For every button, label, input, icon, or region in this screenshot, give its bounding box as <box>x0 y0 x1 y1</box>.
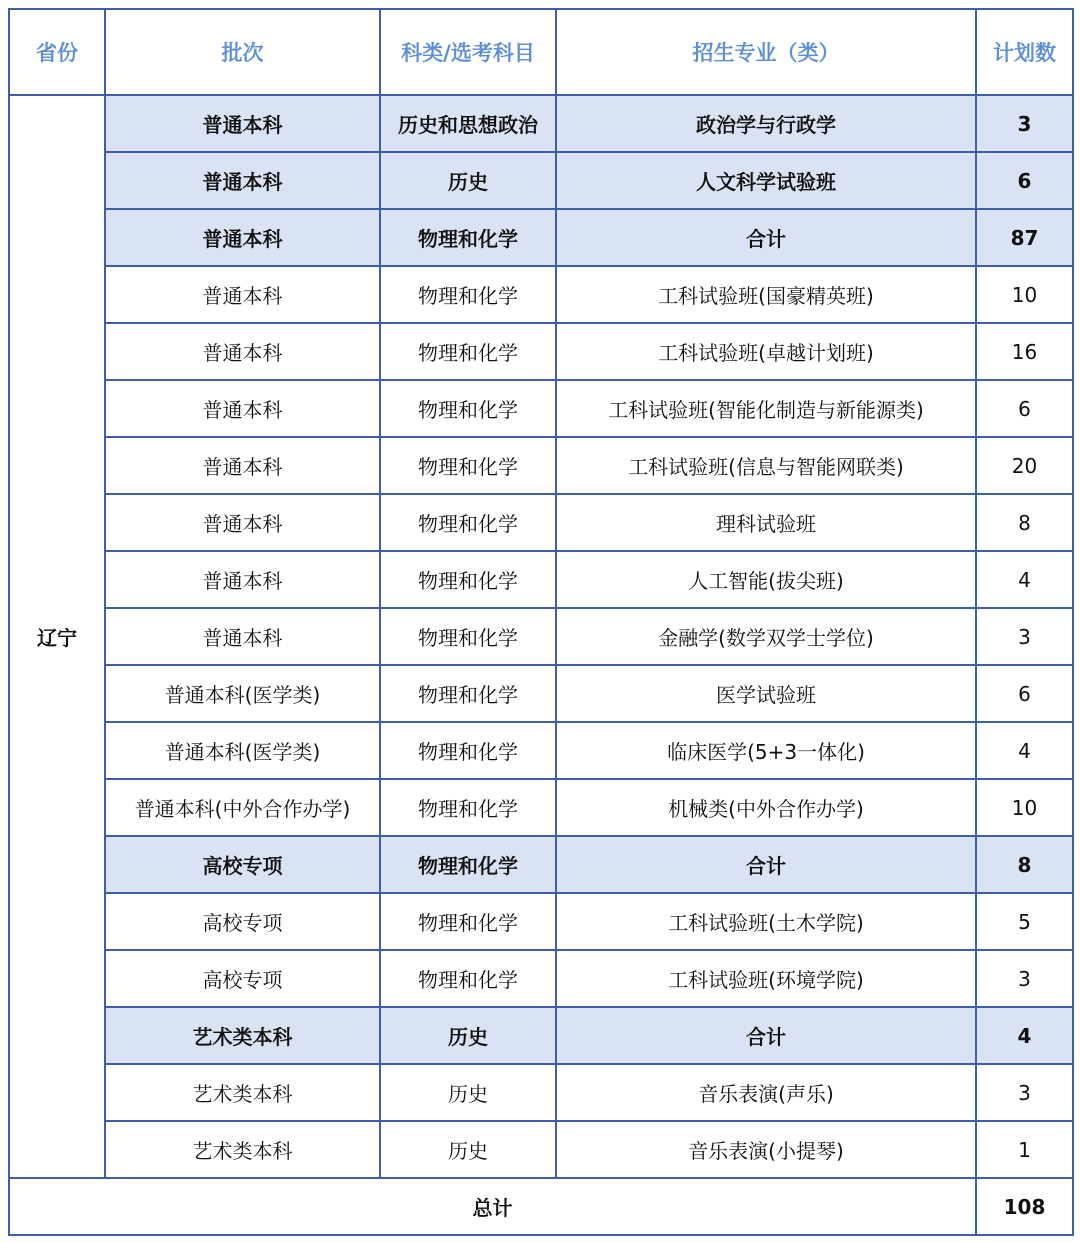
subject-cell: 物理和化学 <box>380 722 556 779</box>
enrollment-plan-sheet <box>8 8 1072 1233</box>
subject-cell: 物理和化学 <box>380 380 556 437</box>
subject-cell: 物理和化学 <box>380 665 556 722</box>
batch-cell: 高校专项 <box>105 836 380 893</box>
major-cell: 工科试验班(环境学院) <box>556 950 976 1007</box>
major-cell: 人文科学试验班 <box>556 152 976 209</box>
major-cell: 工科试验班(土木学院) <box>556 893 976 950</box>
table-row <box>9 836 1073 893</box>
subject-cell: 物理和化学 <box>380 323 556 380</box>
batch-cell: 普通本科 <box>105 152 380 209</box>
plan-cell: 10 <box>976 266 1073 323</box>
batch-cell: 普通本科 <box>105 209 380 266</box>
table-row <box>9 437 1073 494</box>
major-cell: 人工智能(拔尖班) <box>556 551 976 608</box>
subject-cell: 物理和化学 <box>380 836 556 893</box>
header-plan: 计划数 <box>976 9 1073 95</box>
plan-cell: 8 <box>976 494 1073 551</box>
batch-cell: 高校专项 <box>105 950 380 1007</box>
table-row <box>9 608 1073 665</box>
major-cell: 政治学与行政学 <box>556 95 976 152</box>
plan-cell: 5 <box>976 893 1073 950</box>
subject-cell: 历史 <box>380 1121 556 1178</box>
major-cell: 工科试验班(国豪精英班) <box>556 266 976 323</box>
plan-cell: 3 <box>976 1064 1073 1121</box>
subject-cell: 历史 <box>380 1007 556 1064</box>
subject-cell: 历史 <box>380 152 556 209</box>
subject-cell: 物理和化学 <box>380 893 556 950</box>
table-row <box>9 1064 1073 1121</box>
enrollment-plan-table <box>8 8 1074 1236</box>
subject-cell: 物理和化学 <box>380 950 556 1007</box>
batch-cell: 普通本科 <box>105 380 380 437</box>
header-major: 招生专业（类） <box>556 9 976 95</box>
table-row <box>9 323 1073 380</box>
subject-cell: 物理和化学 <box>380 494 556 551</box>
plan-cell: 3 <box>976 95 1073 152</box>
batch-cell: 普通本科 <box>105 494 380 551</box>
table-row <box>9 893 1073 950</box>
subject-cell: 历史 <box>380 1064 556 1121</box>
major-cell: 临床医学(5+3一体化) <box>556 722 976 779</box>
plan-cell: 4 <box>976 551 1073 608</box>
subject-cell: 物理和化学 <box>380 437 556 494</box>
plan-cell: 6 <box>976 665 1073 722</box>
table-row <box>9 779 1073 836</box>
plan-cell: 6 <box>976 152 1073 209</box>
plan-cell: 8 <box>976 836 1073 893</box>
subject-cell: 物理和化学 <box>380 551 556 608</box>
province-cell: 辽宁 <box>9 95 105 1178</box>
batch-cell: 普通本科 <box>105 266 380 323</box>
major-cell: 理科试验班 <box>556 494 976 551</box>
plan-cell: 4 <box>976 722 1073 779</box>
plan-cell: 1 <box>976 1121 1073 1178</box>
total-label: 总计 <box>9 1178 976 1235</box>
table-row <box>9 665 1073 722</box>
batch-cell: 普通本科(医学类) <box>105 665 380 722</box>
table-body <box>9 95 1073 1235</box>
major-cell: 机械类(中外合作办学) <box>556 779 976 836</box>
major-cell: 工科试验班(智能化制造与新能源类) <box>556 380 976 437</box>
batch-cell: 高校专项 <box>105 893 380 950</box>
table-row <box>9 551 1073 608</box>
major-cell: 合计 <box>556 836 976 893</box>
table-row <box>9 722 1073 779</box>
batch-cell: 普通本科 <box>105 95 380 152</box>
total-plan: 108 <box>976 1178 1073 1235</box>
batch-cell: 普通本科 <box>105 551 380 608</box>
batch-cell: 普通本科(医学类) <box>105 722 380 779</box>
table-row <box>9 950 1073 1007</box>
plan-cell: 16 <box>976 323 1073 380</box>
batch-cell: 普通本科(中外合作办学) <box>105 779 380 836</box>
total-row <box>9 1178 1073 1235</box>
table-row <box>9 380 1073 437</box>
major-cell: 合计 <box>556 209 976 266</box>
table-row <box>9 1121 1073 1178</box>
batch-cell: 艺术类本科 <box>105 1064 380 1121</box>
plan-cell: 10 <box>976 779 1073 836</box>
batch-cell: 普通本科 <box>105 323 380 380</box>
major-cell: 音乐表演(小提琴) <box>556 1121 976 1178</box>
plan-cell: 3 <box>976 608 1073 665</box>
major-cell: 医学试验班 <box>556 665 976 722</box>
major-cell: 工科试验班(卓越计划班) <box>556 323 976 380</box>
table-row <box>9 209 1073 266</box>
subject-cell: 物理和化学 <box>380 209 556 266</box>
major-cell: 工科试验班(信息与智能网联类) <box>556 437 976 494</box>
batch-cell: 艺术类本科 <box>105 1007 380 1064</box>
subject-cell: 历史和思想政治 <box>380 95 556 152</box>
plan-cell: 3 <box>976 950 1073 1007</box>
major-cell: 音乐表演(声乐) <box>556 1064 976 1121</box>
plan-cell: 87 <box>976 209 1073 266</box>
header-row <box>9 9 1073 95</box>
table-row <box>9 152 1073 209</box>
table-row <box>9 1007 1073 1064</box>
plan-cell: 20 <box>976 437 1073 494</box>
major-cell: 金融学(数学双学士学位) <box>556 608 976 665</box>
major-cell: 合计 <box>556 1007 976 1064</box>
header-province: 省份 <box>9 9 105 95</box>
subject-cell: 物理和化学 <box>380 266 556 323</box>
header-subject: 科类/选考科目 <box>380 9 556 95</box>
table-row <box>9 95 1073 152</box>
batch-cell: 普通本科 <box>105 437 380 494</box>
subject-cell: 物理和化学 <box>380 608 556 665</box>
subject-cell: 物理和化学 <box>380 779 556 836</box>
plan-cell: 4 <box>976 1007 1073 1064</box>
plan-cell: 6 <box>976 380 1073 437</box>
table-row <box>9 494 1073 551</box>
batch-cell: 艺术类本科 <box>105 1121 380 1178</box>
header-batch: 批次 <box>105 9 380 95</box>
batch-cell: 普通本科 <box>105 608 380 665</box>
table-row <box>9 266 1073 323</box>
